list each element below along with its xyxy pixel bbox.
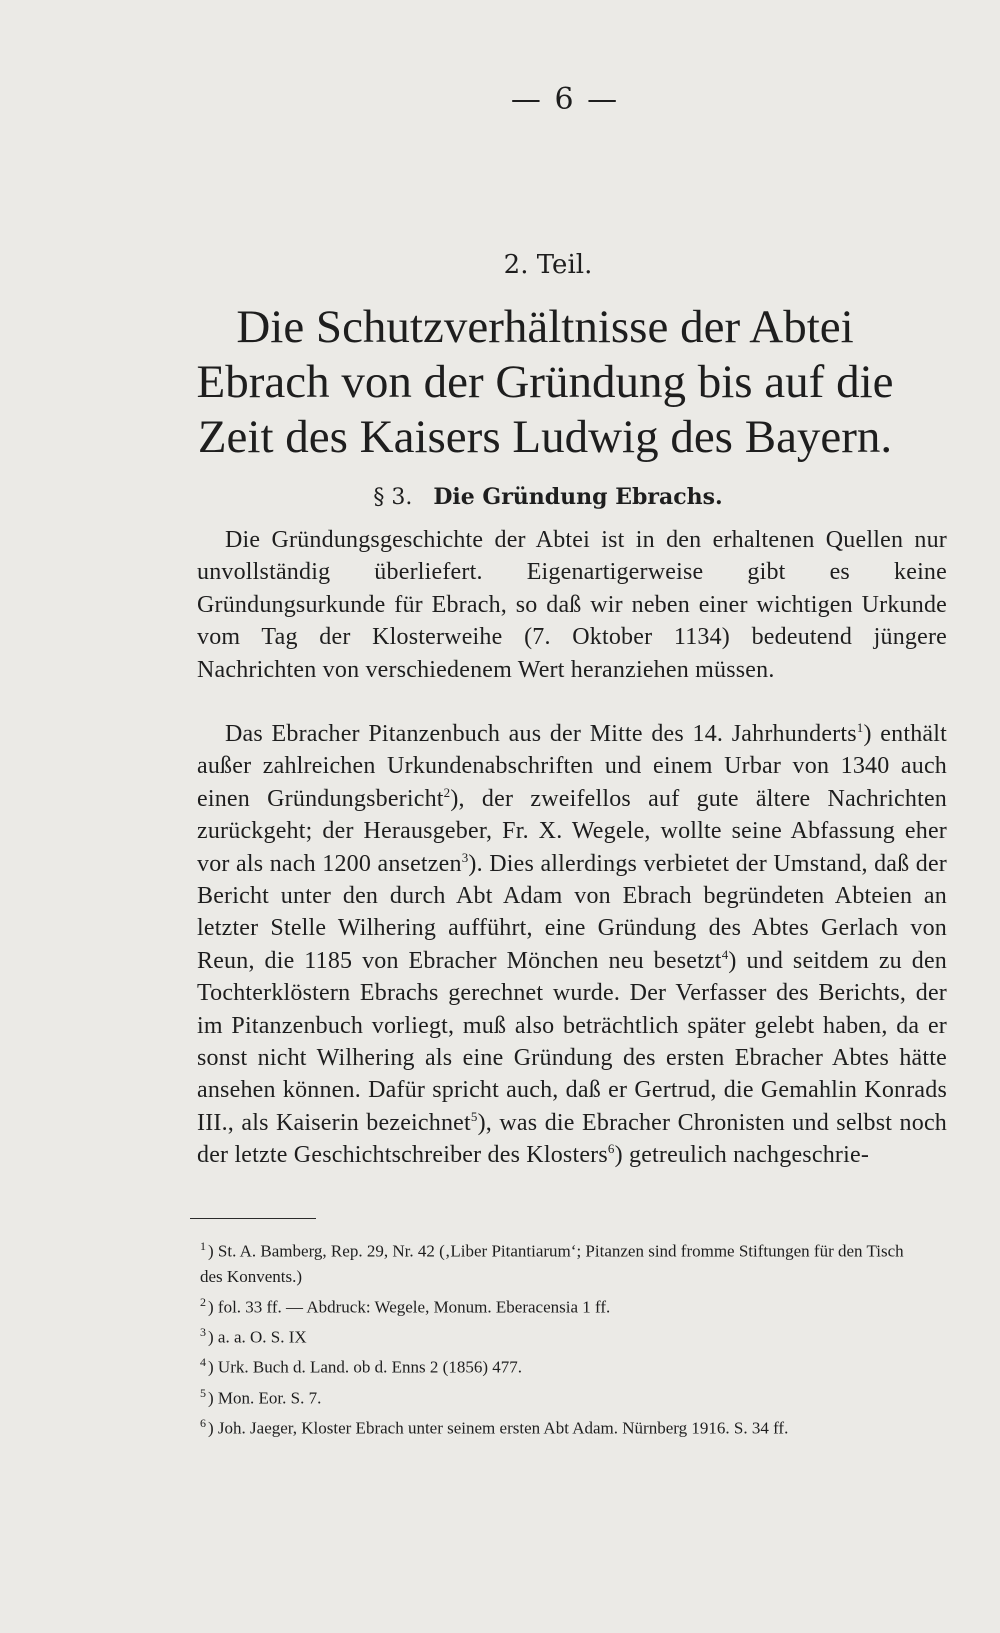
footnotes	[190, 1234, 920, 1441]
section-heading	[0, 484, 1000, 510]
footnote-text: ) Urk. Buch d. Land. ob d. Enns 2 (1856) 477.	[208, 1358, 522, 1377]
paragraph-2-text: Das Ebracher Pitanzenbuch aus der Mitte des 14. Jahrhunderts	[225, 721, 857, 747]
footnote	[190, 1290, 920, 1320]
footnote-text: ) a. a. O. S. IX	[208, 1327, 307, 1347]
footnote-mark: 6	[200, 1415, 206, 1430]
footnote-mark: 2	[200, 1294, 206, 1309]
paragraph-2-text: ) und seitdem zu den Tochterklöstern Ebrachs gerechnet wurde. Der Verfasser des Berichts, der im Pitanzenbuch vorliegt, muß also beträchtlich später gelebt haben, da er sonst nicht Wilhering als eine Gründung des ersten Ebracher Abtes hätte ansehen können. Dafür spricht auch, daß er Gertrud, die Gemahlin Konrads III., als Kaiserin bezeichnet	[197, 947, 947, 1136]
footnote-mark: 4	[200, 1355, 206, 1370]
footnote-ref: 1	[856, 720, 864, 735]
paragraph-2-text: ), der zweifellos auf gute ältere Nachrichten zurückgeht; der Herausgeber, Fr. X. Wegele, wollte seine Abfassung eher vor als nach 1200 ansetzen	[197, 785, 948, 877]
paragraph-2-text: ), was die Ebracher Chronisten und selbst noch der letzte Geschichtschreiber des Klosters	[197, 1109, 947, 1169]
footnote-text: ) Mon. Eor. S. 7.	[208, 1388, 322, 1408]
footnote-ref: 6	[607, 1141, 615, 1157]
paragraph-2-text: ) enthält außer zahlreichen Urkundenabschriften und einem Urbar von 1340 auch einen Gründungsbericht	[197, 721, 947, 812]
paragraph-1: Die Gründungsgeschichte der Abtei ist in den erhaltenen Quellen nur unvollständig überliefert. Eigenartigerweise gibt es keine Gründungsurkunde für Ebrach, so daß wir neben einer wichtigen Urkunde vom Tag der Klosterweihe (7. Oktober 1134) bedeutend jüngere Nachrichten von verschiedenem Wert heranziehen müssen.	[197, 527, 947, 683]
footnote-ref: 5	[470, 1108, 478, 1124]
paragraph-2-text: ) getreulich nachgeschrie-	[614, 1142, 870, 1169]
footnote-mark: 3	[200, 1325, 206, 1340]
footnote-text: ) Joh. Jaeger, Kloster Ebrach unter seinem ersten Abt Adam. Nürnberg 1916. S. 34 ff.	[208, 1418, 789, 1438]
section-title: Die Gründung Ebrachs.	[433, 484, 723, 510]
footnote-ref: 2	[443, 784, 451, 800]
footnote-mark: 1	[200, 1239, 206, 1253]
paragraph-2-text: ). Dies allerdings verbietet der Umstand, daß der Bericht unter den durch Abt Adam von Ebrach begründeten Abteien an letzter Stelle Wilhering aufführt, eine Gründung des Abtes Gerlach von Reun, die 1185 von Ebracher Mönchen neu besetzt	[197, 850, 947, 974]
chapter-title: Die Schutzverhältnisse der Abtei Ebrach von der Gründung bis auf die Zeit des Kaisers Ludwig des Bayern.	[196, 301, 894, 463]
page-number: — 6 —	[510, 82, 620, 117]
footnote-text: ) St. A. Bamberg, Rep. 29, Nr. 42 (‚Liber Pitantiarum‘; Pitanzen sind fromme Stiftungen für den Tisch des Konvents.)	[200, 1241, 904, 1287]
footnote	[190, 1350, 920, 1380]
footnote-divider	[190, 1218, 316, 1219]
footnote	[190, 1320, 920, 1350]
section-number: § 3.	[373, 485, 413, 510]
paragraph-2	[197, 718, 947, 1172]
footnote-text: ) fol. 33 ff. — Abdruck: Wegele, Monum. Eberacensia 1 ff.	[208, 1297, 611, 1317]
footnote	[190, 1411, 920, 1441]
footnote-ref: 4	[721, 946, 729, 962]
footnote-ref: 3	[461, 849, 469, 865]
footnote	[190, 1234, 920, 1290]
footnote	[190, 1381, 920, 1411]
footnote-mark: 5	[200, 1385, 206, 1400]
part-label: 2. Teil.	[503, 250, 593, 280]
